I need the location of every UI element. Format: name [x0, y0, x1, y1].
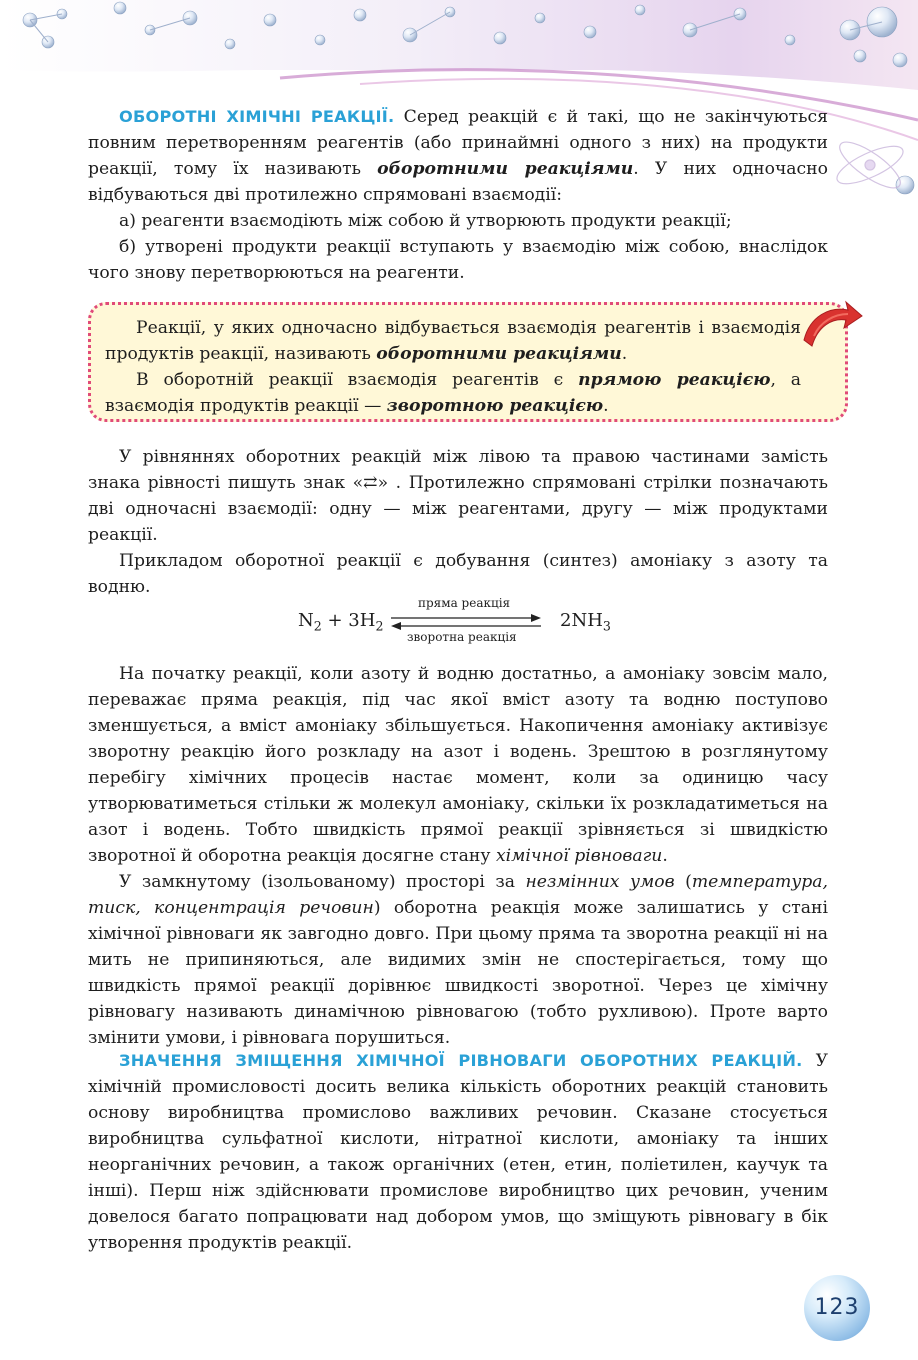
reversible-sign: ⇄	[363, 473, 378, 493]
industry-paragraph: ЗНАЧЕННЯ ЗМІЩЕННЯ ХІМІЧНОЇ РІВНОВАГИ ОБОРОТНИХ РЕАКЦІЙ. У хімічній промисловості досить велика кількість оборотних реакцій становить основу виробництва промислово важливих речовин. Сказане стосується виробництва сульфатної кислоти, нітратної кислоти, амоніаку та інших неорганічних речовин, а також органічних (етен, етин, поліетилен, каучук та інші). Перш ніж здійснювати промислове виробництво цих речовин, ученим довелося багато попрацювати над добором умов, що зміщують рівновагу в бік утворення продуктів реакції.	[88, 1051, 828, 1253]
list-item-b: б) утворені продукти реакції вступають у взаємодію між собою, внаслідок чого знову перетворюються на реагенти.	[88, 237, 828, 283]
section-heading-2: ЗНАЧЕННЯ ЗМІЩЕННЯ ХІМІЧНОЇ РІВНОВАГИ ОБОРОТНИХ РЕАКЦІЙ.	[119, 1051, 803, 1070]
example-paragraph: Прикладом оборотної реакції є добування (синтез) амоніаку з азоту та водню.	[88, 551, 828, 597]
page-number: 123	[804, 1275, 870, 1341]
term-reversible-reactions: оборотними реакціями	[377, 159, 634, 179]
curved-arrow-icon	[800, 300, 866, 352]
ammonia-equation	[0, 596, 918, 646]
list-item-a: а) реагенти взаємодіють між собою й утворюють продукти реакції;	[119, 211, 732, 231]
definition-paragraph-1: Реакції, у яких одночасно відбувається взаємодія реагентів і взаємодія продуктів реакції, називають оборотними реакціями.	[105, 318, 801, 364]
section-heading: ОБОРОТНІ ХІМІЧНІ РЕАКЦІЇ.	[119, 107, 395, 126]
reverse-label: зворотна реакція	[407, 630, 517, 644]
section-equilibrium	[88, 661, 828, 1051]
equation-reactants: $N_2 + 3H_2$	[298, 610, 384, 634]
definition-paragraph-2: В оборотній реакції взаємодія реагентів є прямою реакцією, а взаємодія продуктів реакції — зворотною реакцією.	[105, 370, 801, 416]
equilibrium-paragraph: На початку реакції, коли азоту й водню достатньо, а амоніаку зовсім мало, переважає пряма реакція, під час якої вміст азоту та водню поступово зменшується, а вміст амоніаку збільшується. Накопичення амоніаку активізує зворотну реакцію його розкладу на азот і водень. Зрештою в розглянутому перебігу хімічних процесів настає момент, коли за одиницю часу утворюватиметься стільки ж молекул амоніаку, скільки їх розкладатиметься на азот і водень. Тобто швидкість прямої реакції зрівняється зі швидкістю зворотної й оборотна реакція досягне стану хімічної рівноваги.	[88, 664, 828, 866]
definition-box	[88, 302, 848, 422]
section-equilibrium-shift	[88, 1048, 828, 1256]
notation-paragraph: У рівняннях оборотних реакцій між лівою та правою частинами замість знака рівності пишуть знак «⇄» . Протилежно спрямовані стрілки позначають дві одночасні взаємодії: одну — між реагентами, другу — між продуктами реакції.	[88, 447, 829, 545]
equilibrium-arrows-icon	[391, 612, 541, 632]
intro-paragraph: ОБОРОТНІ ХІМІЧНІ РЕАКЦІЇ. Серед реакцій є й такі, що не закінчуються повним перетворенням реагентів (або принаймні одного з них) на продукти реакції, тому їх називають оборотними реакціями. У них одночасно відбуваються дві протилежно спрямовані взаємодії:	[88, 107, 828, 205]
forward-label: пряма реакція	[418, 596, 511, 610]
dynamic-equilibrium-paragraph: У замкнутому (ізольованому) просторі за незмінних умов (температура, тиск, концентрація речовин) оборотна реакція може залишатись у стані хімічної рівноваги як завгодно довго. При цьому пряма та зворотна реакції ні на мить не припиняються, але видимих змін не спостерігається, тому що швидкість прямої реакції дорівнює швидкості зворотної. Через це хімічну рівновагу називають динамічною рівновагою (тобто рухливою). Проте варто змінити умови, і рівновага порушиться.	[88, 872, 829, 1048]
section-reversible-reactions	[88, 104, 828, 286]
equation-product: $2NH_3$	[560, 610, 611, 634]
section-notation	[88, 444, 828, 600]
